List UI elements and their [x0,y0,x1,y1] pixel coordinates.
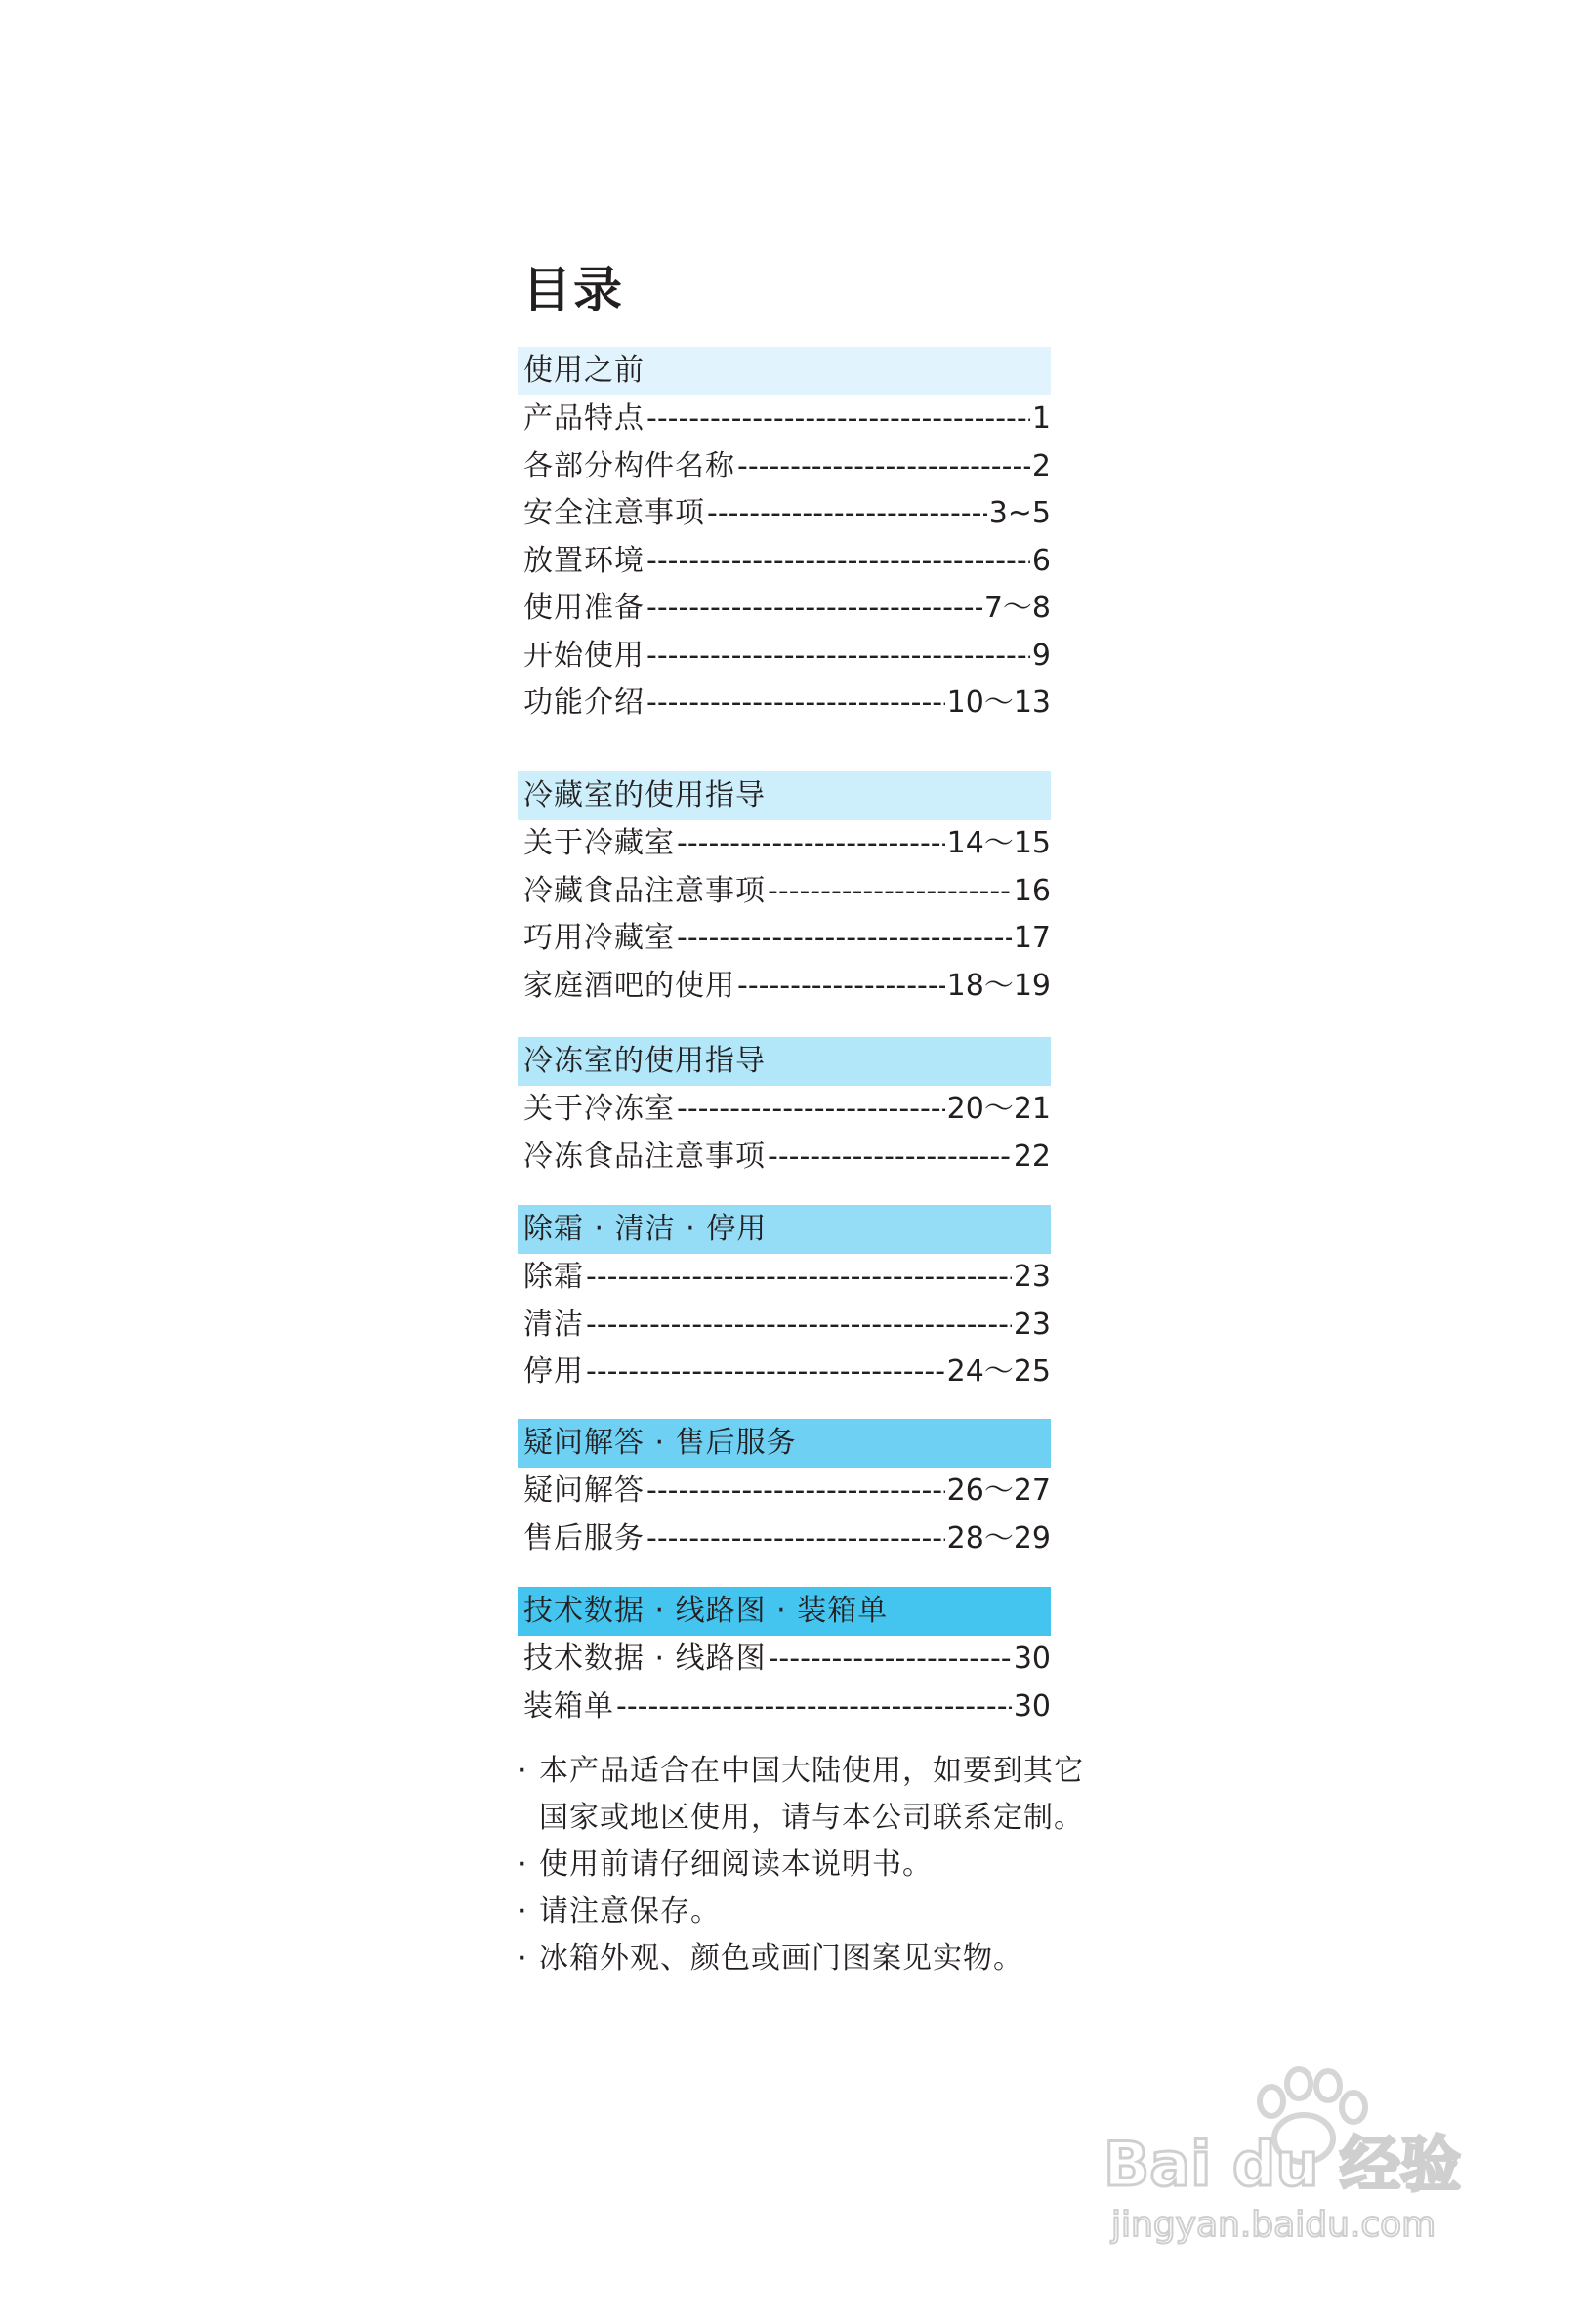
note-item [518,1935,1123,1982]
dot-leader [677,915,1012,963]
dot-leader [646,538,1030,586]
toc-entry[interactable] [518,915,1051,963]
entry-page-number: 24～25 [946,1354,1051,1389]
toc-section [518,1205,1051,1396]
note-text: 使用前请仔细阅读本说明书。 [539,1847,933,1882]
toc-entry[interactable] [518,395,1051,443]
entry-label: 售后服务 [523,1520,645,1556]
toc-entry[interactable] [518,868,1051,916]
entry-label: 冷冻食品注意事项 [523,1139,766,1174]
entry-label: 技术数据 · 线路图 [523,1641,767,1676]
dot-leader [586,1302,1012,1349]
entry-label: 冷藏食品注意事项 [523,873,766,908]
bullet: · [518,1894,528,1929]
bullet: · [518,1754,528,1788]
toc-entry[interactable] [518,1683,1051,1731]
dot-leader [707,490,987,538]
dot-leader [586,1254,1012,1302]
dot-leader [768,868,1012,916]
toc-section [518,1419,1051,1562]
entry-label: 家庭酒吧的使用 [523,968,735,1003]
toc-entry[interactable] [518,963,1051,1011]
entry-page-number: 26～27 [946,1473,1051,1508]
section-heading: 除霜 · 清洁 · 停用 [518,1205,1051,1254]
entry-page-number: 7～8 [983,591,1051,625]
note-item [518,1842,1123,1888]
entry-page-number: 23 [1013,1260,1051,1294]
bullet: · [518,1847,528,1882]
entry-label: 关于冷藏室 [523,826,675,860]
entry-label: 安全注意事项 [523,496,705,530]
toc-section [518,771,1051,1010]
toc-entry[interactable] [518,680,1051,727]
entry-label: 产品特点 [523,401,645,436]
entry-page-number: 28～29 [946,1520,1051,1556]
toc-entry[interactable] [518,1254,1051,1302]
toc-section [518,1587,1051,1730]
dot-leader [586,1349,945,1396]
entry-page-number: 30 [1013,1688,1051,1723]
dot-leader [646,633,1030,681]
toc-entry[interactable] [518,585,1051,633]
dot-leader [737,443,1030,491]
toc-entry[interactable] [518,1468,1051,1515]
section-heading: 疑问解答 · 售后服务 [518,1419,1051,1468]
note-item [518,1888,1123,1935]
toc-entry[interactable] [518,1349,1051,1396]
toc-entry[interactable] [518,820,1051,868]
entry-label: 疑问解答 [523,1473,645,1508]
section-heading: 使用之前 [518,347,1051,395]
section-heading: 冷藏室的使用指导 [518,771,1051,820]
entry-label: 停用 [523,1354,584,1389]
toc-entry[interactable] [518,1515,1051,1563]
dot-leader [646,680,945,727]
dot-leader [646,1515,945,1563]
baidu-jingyan-watermark [1103,2060,1494,2256]
entry-page-number: 20～21 [946,1092,1051,1126]
toc-entry[interactable] [518,633,1051,681]
note-text: 冰箱外观、颜色或画门图案见实物。 [539,1941,1023,1975]
entry-label: 功能介绍 [523,685,645,720]
bullet: · [518,1941,528,1975]
toc-entry[interactable] [518,1086,1051,1134]
notes [518,1748,1123,1982]
entry-page-number: 1 [1031,401,1051,436]
entry-page-number: 30 [1013,1641,1051,1676]
entry-page-number: 10～13 [946,685,1051,720]
watermark-url: jingyan.baidu.com [1111,2205,1436,2245]
toc-entry[interactable] [518,1636,1051,1683]
entry-page-number: 16 [1013,873,1051,908]
toc-section [518,347,1051,727]
entry-label: 装箱单 [523,1688,614,1723]
toc-entry[interactable] [518,538,1051,586]
entry-page-number: 2 [1031,448,1051,483]
toc-entry[interactable] [518,490,1051,538]
dot-leader [677,1086,945,1134]
note-text: 请注意保存。 [539,1894,721,1929]
dot-leader [616,1683,1012,1731]
toc-entry[interactable] [518,1302,1051,1349]
dot-leader [677,820,945,868]
note-text-continued: 国家或地区使用，请与本公司联系定制。 [539,1801,1084,1835]
section-heading: 技术数据 · 线路图 · 装箱单 [518,1587,1051,1636]
entry-page-number: 3~5 [988,496,1051,530]
note-text: 本产品适合在中国大陆使用，如要到其它 [539,1754,1084,1788]
entry-page-number: 6 [1031,543,1051,578]
entry-label: 关于冷冻室 [523,1092,675,1126]
section-heading: 冷冻室的使用指导 [518,1037,1051,1086]
dot-leader [769,1636,1012,1683]
entry-page-number: 22 [1013,1139,1051,1174]
entry-label: 使用准备 [523,591,645,625]
entry-page-number: 23 [1013,1307,1051,1342]
entry-label: 除霜 [523,1260,584,1294]
note-item [518,1748,1123,1842]
entry-page-number: 9 [1031,638,1051,673]
dot-leader [737,963,945,1011]
entry-label: 各部分构件名称 [523,448,735,483]
table-of-contents [518,256,1051,1723]
dot-leader [768,1134,1012,1182]
watermark-logo: Bai du 经验 [1103,2129,1462,2200]
page-title: 目录 [522,262,624,318]
entry-label: 巧用冷藏室 [523,921,675,955]
entry-label: 开始使用 [523,638,645,673]
dot-leader [646,395,1030,443]
dot-leader [646,1468,945,1515]
entry-label: 清洁 [523,1307,584,1342]
toc-entry[interactable] [518,443,1051,491]
entry-page-number: 17 [1013,921,1051,955]
entry-page-number: 14～15 [946,826,1051,860]
toc-entry[interactable] [518,1134,1051,1182]
dot-leader [646,585,982,633]
entry-label: 放置环境 [523,543,645,578]
entry-page-number: 18～19 [946,968,1051,1003]
toc-section [518,1037,1051,1181]
